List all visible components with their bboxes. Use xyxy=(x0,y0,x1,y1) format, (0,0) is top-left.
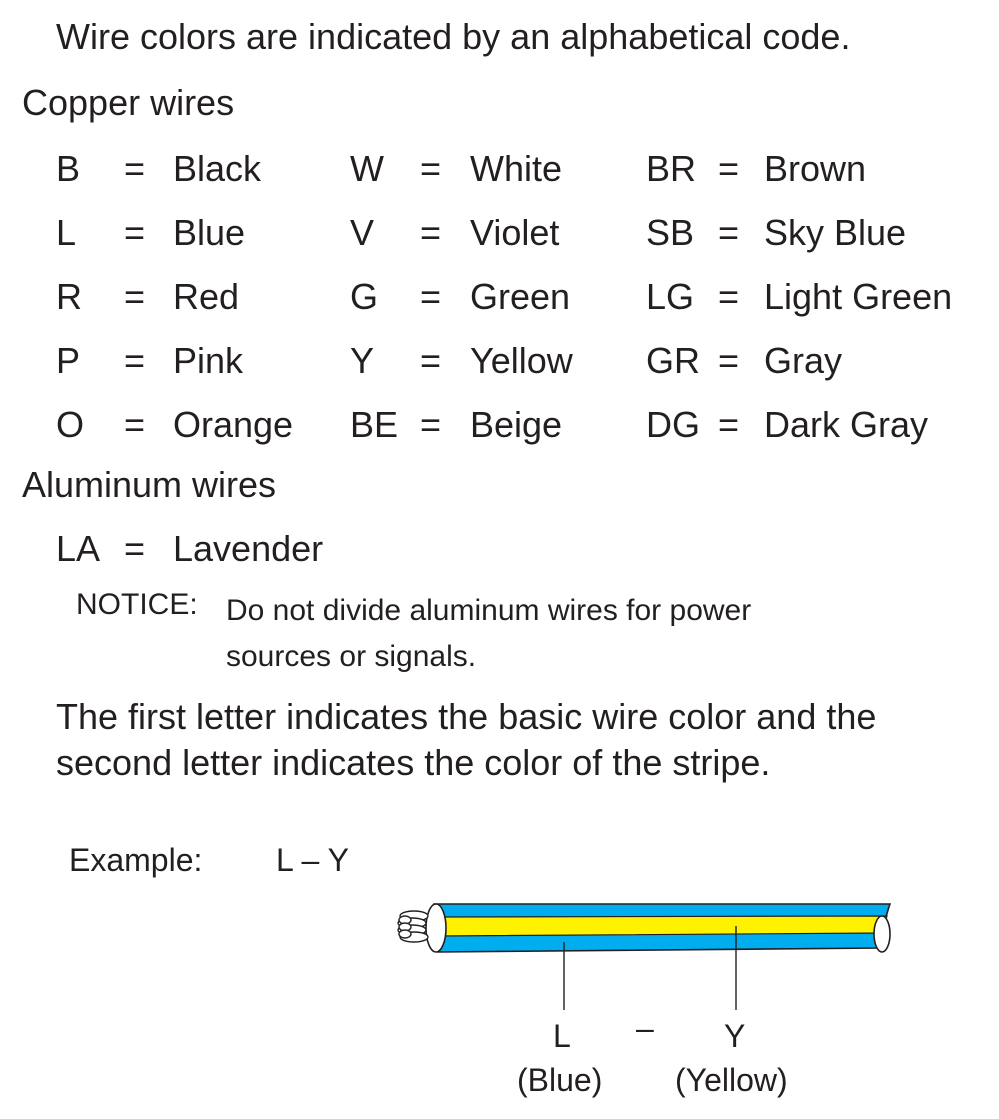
legend-base-letter: L xyxy=(553,1018,571,1054)
explanation-paragraph xyxy=(56,694,876,786)
color-name: Brown xyxy=(764,148,867,189)
explanation-line-1: The first letter indicates the basic wire color and the xyxy=(56,696,877,737)
wire-stripe xyxy=(438,916,887,936)
color-name: Black xyxy=(173,148,262,189)
intro-text: Wire colors are indicated by an alphabetical code. xyxy=(56,16,851,57)
copper-row xyxy=(0,212,999,256)
copper-row xyxy=(0,340,999,384)
legend-stripe-letter: Y xyxy=(724,1018,746,1054)
color-code: R xyxy=(56,276,82,317)
color-code: B xyxy=(56,148,81,189)
notice-line-2: sources or signals. xyxy=(226,640,477,673)
example-code: L – Y xyxy=(276,842,349,878)
notice-line-1: Do not divide aluminum wires for power xyxy=(226,594,752,627)
color-code: Y xyxy=(350,340,375,381)
copper-row xyxy=(0,276,999,320)
color-name: Beige xyxy=(470,404,563,445)
color-name: Light Green xyxy=(764,276,953,317)
wire-end-cap xyxy=(874,916,890,952)
color-name: Blue xyxy=(173,212,246,253)
equals-sign: = xyxy=(420,148,442,189)
color-name: Yellow xyxy=(470,340,573,381)
equals-sign: = xyxy=(124,276,146,317)
color-code: V xyxy=(350,212,375,253)
color-code: LG xyxy=(646,276,695,317)
copper-row xyxy=(0,148,999,192)
aluminum-code: LA xyxy=(56,528,101,569)
wire-conductor-strands xyxy=(398,911,428,942)
equals-sign: = xyxy=(718,148,740,189)
color-code: O xyxy=(56,404,85,445)
equals-sign: = xyxy=(718,212,740,253)
color-code: DG xyxy=(646,404,700,445)
color-code: L xyxy=(56,212,77,253)
equals-sign: = xyxy=(124,212,146,253)
color-name: Dark Gray xyxy=(764,404,929,445)
example-label: Example: xyxy=(69,842,203,878)
legend-dash: – xyxy=(636,1010,654,1046)
color-name: Gray xyxy=(764,340,843,381)
equals-sign: = xyxy=(420,404,442,445)
color-code: W xyxy=(350,148,384,189)
copper-row xyxy=(0,404,999,448)
color-name: Pink xyxy=(173,340,244,381)
color-name: Green xyxy=(470,276,571,317)
aluminum-row xyxy=(0,528,999,572)
equals-sign: = xyxy=(420,340,442,381)
color-code: SB xyxy=(646,212,695,253)
legend-stripe-name: (Yellow) xyxy=(675,1062,788,1098)
equals-sign: = xyxy=(718,340,740,381)
color-name: Violet xyxy=(470,212,560,253)
notice-label: NOTICE: xyxy=(76,588,198,621)
equals-sign: = xyxy=(718,404,740,445)
equals-sign: = xyxy=(124,404,146,445)
explanation-line-2: second letter indicates the color of the stripe. xyxy=(56,742,771,783)
legend-base-name: (Blue) xyxy=(517,1062,603,1098)
aluminum-equals: = xyxy=(124,528,146,569)
color-code: GR xyxy=(646,340,700,381)
equals-sign: = xyxy=(124,148,146,189)
aluminum-heading: Aluminum wires xyxy=(22,464,277,505)
color-code: BE xyxy=(350,404,399,445)
wire-insulation-ring xyxy=(426,904,446,952)
color-code: BR xyxy=(646,148,697,189)
notice-text xyxy=(226,588,751,680)
color-name: Red xyxy=(173,276,240,317)
color-code: P xyxy=(56,340,81,381)
aluminum-name: Lavender xyxy=(173,528,324,569)
color-name: White xyxy=(470,148,563,189)
copper-heading: Copper wires xyxy=(22,82,235,123)
equals-sign: = xyxy=(718,276,740,317)
color-name: Orange xyxy=(173,404,294,445)
equals-sign: = xyxy=(420,276,442,317)
color-name: Sky Blue xyxy=(764,212,907,253)
wire-illustration xyxy=(390,896,900,1016)
color-code: G xyxy=(350,276,379,317)
equals-sign: = xyxy=(124,340,146,381)
equals-sign: = xyxy=(420,212,442,253)
